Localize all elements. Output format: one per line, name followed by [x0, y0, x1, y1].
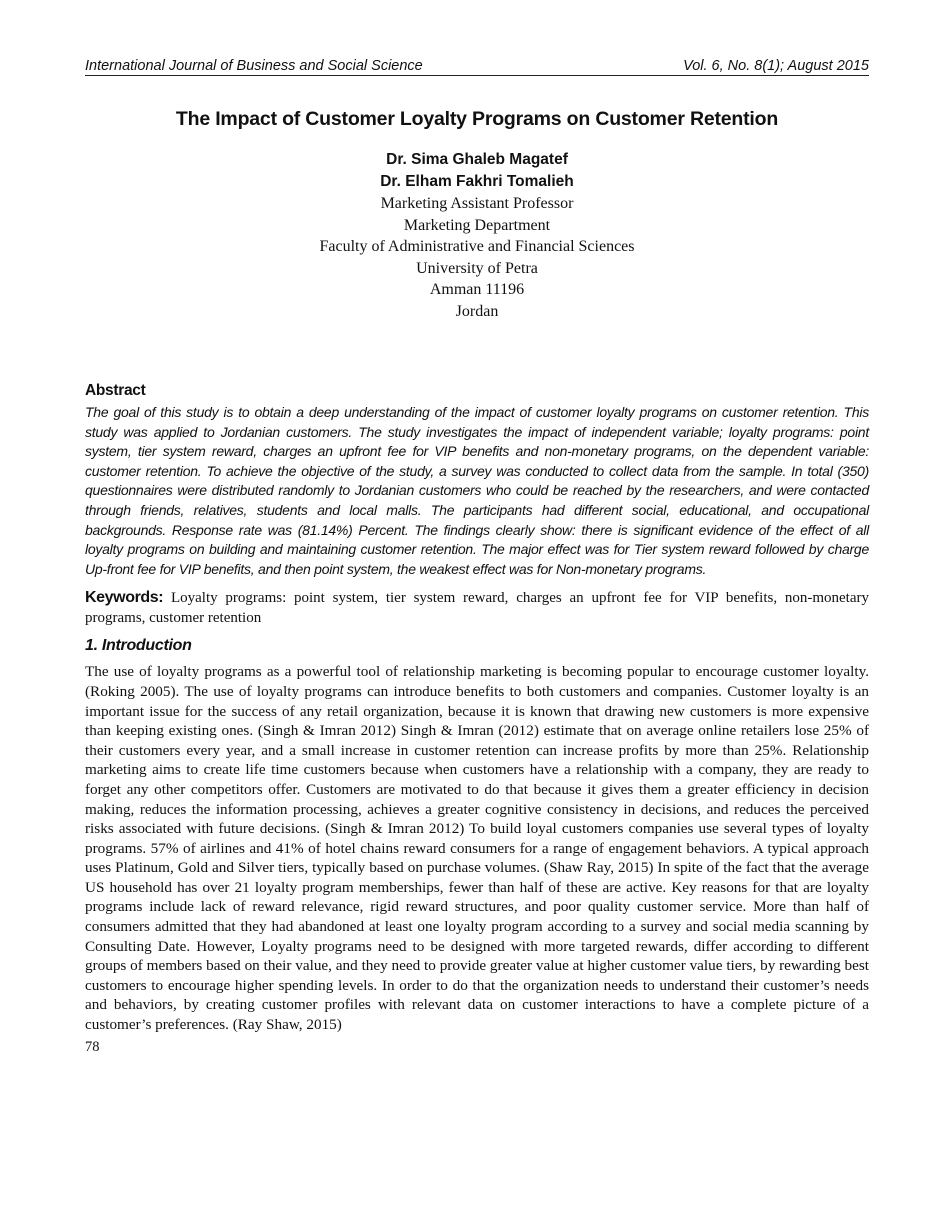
affiliation-line: Faculty of Administrative and Financial Sciences [319, 238, 635, 255]
keywords-text: Loyalty programs: point system, tier system reward, charges an upfront fee for VIP benefits, non-monetary programs, customer retention [85, 590, 870, 627]
affiliation-block [85, 193, 869, 322]
affiliation-line: Marketing Department [403, 216, 551, 234]
paper-title: The Impact of Customer Loyalty Programs on Customer Retention [175, 108, 779, 130]
paper-page [85, 57, 869, 1056]
journal-name: International Journal of Business and Social Science [85, 58, 423, 74]
author-name: Dr. Elham Fakhri Tomalieh [380, 173, 574, 190]
author-list [85, 149, 869, 193]
section-heading-introduction: 1. Introduction [85, 637, 192, 655]
keywords [85, 588, 869, 628]
abstract-heading: Abstract [85, 382, 146, 399]
keywords-label: Keywords: [85, 589, 164, 607]
affiliation-line: Marketing Assistant Professor [380, 195, 574, 212]
abstract-text: The goal of this study is to obtain a deep understanding of the impact of customer loyalty programs on customer retention. This study was applied to Jordanian customers. The study investigates the impact of independent variable; loyalty programs: point system, tier system reward, charges an upfront fee for VIP benefits and non-monetary programs, on the dependent variable: customer retention. To achieve the objective of the study, a survey was conducted to collect data from the sample. In total (350) questionnaires were distributed randomly to Jordanian customers who could be reached by the researchers, and were contacted through friends, relatives, students and local malls. The participants had different social, educational, and occupational backgrounds. Response rate was (81.14%) Percent. The findings clearly show: there is significant evidence of the effect of all loyalty programs on building and maintaining customer retention. The major effect was for Tier system reward followed by charge Up-front fee for VIP benefits, and then point system, the weakest effect was for Non-monetary programs. [85, 404, 869, 577]
page-number: 78 [85, 1038, 100, 1055]
introduction-text: The use of loyalty programs as a powerful tool of relationship marketing is becoming popular to encourage customer loyalty. (Roking 2005). The use of loyalty programs can introduce benefits to both customers and companies. Customer loyalty is an important issue for the success of any retail organization, because it is known that drawing new customers is more expensive than keeping existing ones. (Singh & Imran 2012) Singh & Imran (2012) estimate that on average online retailers lose 25% of their customers every year, and a small increase in customer retention can increase profits by more than 25%. Relationship marketing aims to create life time customers because when customers have a relationship with a company, they are ready to forget any other competitors offer. Customers are motivated to do that because it gives them a greater efficiency in decision making, reduces the information processing, achieves a greater cognitive consistency in decisions, and reduces the perceived risks associated with future decisions. (Singh & Imran 2012) To build loyal customers companies use several types of loyalty programs. 57% of airlines and 41% of hotel chains reward consumers for a range of engagement behaviors. A typical approach uses Platinum, Gold and Silver tiers, typically based on purchase volumes. (Shaw Ray, 2015) In spite of the fact that the average US household has over 21 loyalty program memberships, fewer than half of these are active. Key reasons for that are loyalty programs include lack of reward relevance, rigid reward structures, and poor quality customer service. More than half of consumers admitted that they had abandoned at least one loyalty program according to a survey and social media scanning by Consulting Date. However, Loyalty programs need to be designed with more targeted rewards, differ according to different groups of members based on their value, and they need to provide greater value at higher customer value tiers, by rewarding best customers to encourage higher spending levels. In order to do that the organization needs to understand their customer’s needs and behaviors, by creating customer profiles with relevant data on customer interactions to have a complete picture of a customer’s preferences. (Ray Shaw, 2015) [85, 663, 869, 1034]
affiliation-line: University of Petra [416, 259, 538, 277]
issue-info: Vol. 6, No. 8(1); August 2015 [683, 58, 869, 74]
affiliation-line: Amman 11196 [429, 281, 525, 298]
affiliation-line: Jordan [455, 302, 499, 320]
running-header [85, 57, 869, 76]
author-name: Dr. Sima Ghaleb Magatef [386, 151, 568, 168]
